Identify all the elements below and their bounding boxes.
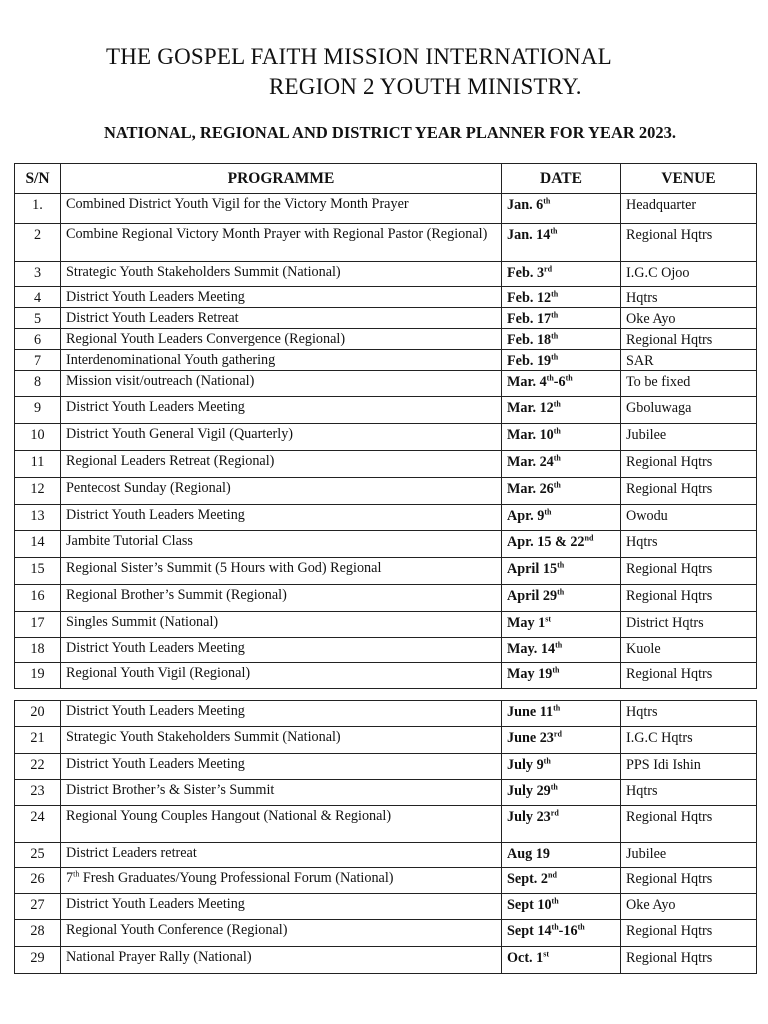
- programme-venue: Oke Ayo: [621, 308, 757, 329]
- programme-name: District Youth Leaders Meeting: [61, 754, 502, 780]
- serial-number: 21: [15, 727, 61, 754]
- programme-name: District Leaders retreat: [61, 843, 502, 868]
- programme-date: Feb. 3rd: [502, 262, 621, 287]
- programme-name: Pentecost Sunday (Regional): [61, 478, 502, 505]
- programme-name: District Youth Leaders Meeting: [61, 287, 502, 308]
- table-row: [15, 262, 757, 287]
- programme-venue: Jubilee: [621, 424, 757, 451]
- serial-number: 26: [15, 868, 61, 894]
- programme-date: June 23rd: [502, 727, 621, 754]
- table-row: [15, 663, 757, 689]
- serial-number: 7: [15, 350, 61, 371]
- programme-venue: Regional Hqtrs: [621, 478, 757, 505]
- serial-number: 8: [15, 371, 61, 397]
- programme-date: Feb. 18th: [502, 329, 621, 350]
- programme-date: June 11th: [502, 701, 621, 727]
- programme-venue: Regional Hqtrs: [621, 806, 757, 843]
- programme-name: District Brother’s & Sister’s Summit: [61, 780, 502, 806]
- programme-venue: Hqtrs: [621, 780, 757, 806]
- programme-venue: Regional Hqtrs: [621, 868, 757, 894]
- programme-name: Strategic Youth Stakeholders Summit (National): [61, 262, 502, 287]
- programme-venue: Regional Hqtrs: [621, 224, 757, 262]
- programme-date: May 19th: [502, 663, 621, 689]
- programme-date: Mar. 24th: [502, 451, 621, 478]
- table-row: [15, 505, 757, 531]
- programme-name: District Youth Leaders Meeting: [61, 894, 502, 920]
- programme-date: Sept. 2nd: [502, 868, 621, 894]
- serial-number: 6: [15, 329, 61, 350]
- programme-date: Mar. 26th: [502, 478, 621, 505]
- table-row: [15, 329, 757, 350]
- programme-venue: Regional Hqtrs: [621, 329, 757, 350]
- programme-name: District Youth Leaders Meeting: [61, 701, 502, 727]
- planner-title: NATIONAL, REGIONAL AND DISTRICT YEAR PLANNER FOR YEAR 2023.: [103, 123, 677, 142]
- programme-venue: PPS Idi Ishin: [621, 754, 757, 780]
- programme-venue: Jubilee: [621, 843, 757, 868]
- table-row: [15, 612, 757, 638]
- programme-name: Jambite Tutorial Class: [61, 531, 502, 558]
- table-row: [15, 780, 757, 806]
- table-row: [15, 451, 757, 478]
- serial-number: 5: [15, 308, 61, 329]
- column-header-date: DATE: [502, 164, 621, 194]
- programme-date: July 23rd: [502, 806, 621, 843]
- serial-number: 23: [15, 780, 61, 806]
- programme-venue: Owodu: [621, 505, 757, 531]
- programme-date: Mar. 12th: [502, 397, 621, 424]
- programme-venue: Regional Hqtrs: [621, 451, 757, 478]
- serial-number: 22: [15, 754, 61, 780]
- programme-venue: Hqtrs: [621, 531, 757, 558]
- column-header-programme: PROGRAMME: [61, 164, 502, 194]
- table-row: [15, 868, 757, 894]
- programme-date: Mar. 4th-6th: [502, 371, 621, 397]
- table-row: [15, 585, 757, 612]
- table-row: [15, 194, 757, 224]
- programme-name: District Youth Leaders Retreat: [61, 308, 502, 329]
- table-row: [15, 287, 757, 308]
- programme-venue: Hqtrs: [621, 701, 757, 727]
- programme-name: Combined District Youth Vigil for the Victory Month Prayer: [61, 194, 502, 224]
- serial-number: 2: [15, 224, 61, 262]
- programme-name: 7th Fresh Graduates/Young Professional Forum (National): [61, 868, 502, 894]
- programme-venue: I.G.C Hqtrs: [621, 727, 757, 754]
- programme-name: District Youth Leaders Meeting: [61, 505, 502, 531]
- programme-venue: Regional Hqtrs: [621, 558, 757, 585]
- programme-name: Mission visit/outreach (National): [61, 371, 502, 397]
- programme-venue: Regional Hqtrs: [621, 947, 757, 974]
- table-row: [15, 638, 757, 663]
- programme-name: Regional Youth Conference (Regional): [61, 920, 502, 947]
- programme-date: Aug 19: [502, 843, 621, 868]
- table-row: [15, 308, 757, 329]
- serial-number: 20: [15, 701, 61, 727]
- programme-date: Jan. 6th: [502, 194, 621, 224]
- serial-number: 25: [15, 843, 61, 868]
- column-header-sn: S/N: [15, 164, 61, 194]
- programme-date: Apr. 15 & 22nd: [502, 531, 621, 558]
- serial-number: 19: [15, 663, 61, 689]
- programme-name: Regional Sister’s Summit (5 Hours with God) Regional: [61, 558, 502, 585]
- serial-number: 24: [15, 806, 61, 843]
- table-row: [15, 224, 757, 262]
- serial-number: 27: [15, 894, 61, 920]
- programme-venue: Regional Hqtrs: [621, 663, 757, 689]
- programme-venue: I.G.C Ojoo: [621, 262, 757, 287]
- serial-number: 13: [15, 505, 61, 531]
- programme-name: Singles Summit (National): [61, 612, 502, 638]
- serial-number: 17: [15, 612, 61, 638]
- programme-date: Oct. 1st: [502, 947, 621, 974]
- programme-date: Mar. 10th: [502, 424, 621, 451]
- programme-venue: Headquarter: [621, 194, 757, 224]
- programme-date: April 29th: [502, 585, 621, 612]
- serial-number: 1.: [15, 194, 61, 224]
- programme-name: Regional Youth Leaders Convergence (Regional): [61, 329, 502, 350]
- programme-venue: District Hqtrs: [621, 612, 757, 638]
- serial-number: 11: [15, 451, 61, 478]
- programme-venue: Kuole: [621, 638, 757, 663]
- table-row: [15, 531, 757, 558]
- programme-venue: Oke Ayo: [621, 894, 757, 920]
- table-row: [15, 397, 757, 424]
- programme-date: May. 14th: [502, 638, 621, 663]
- programme-name: Combine Regional Victory Month Prayer with Regional Pastor (Regional): [61, 224, 502, 262]
- planner-table-part2: [14, 700, 757, 974]
- serial-number: 29: [15, 947, 61, 974]
- serial-number: 3: [15, 262, 61, 287]
- serial-number: 9: [15, 397, 61, 424]
- table-row: [15, 424, 757, 451]
- serial-number: 4: [15, 287, 61, 308]
- programme-date: Sept 14th-16th: [502, 920, 621, 947]
- programme-name: Regional Leaders Retreat (Regional): [61, 451, 502, 478]
- table-row: [15, 947, 757, 974]
- programme-name: Regional Youth Vigil (Regional): [61, 663, 502, 689]
- programme-date: July 9th: [502, 754, 621, 780]
- ministry-name: REGION 2 YOUTH MINISTRY.: [269, 74, 582, 99]
- organization-name: THE GOSPEL FAITH MISSION INTERNATIONAL: [106, 44, 612, 69]
- table-row: [15, 701, 757, 727]
- table-row: [15, 727, 757, 754]
- programme-venue: Regional Hqtrs: [621, 920, 757, 947]
- programme-name: Regional Young Couples Hangout (National & Regional): [61, 806, 502, 843]
- table-row: [15, 920, 757, 947]
- programme-venue: Gboluwaga: [621, 397, 757, 424]
- programme-name: District Youth General Vigil (Quarterly): [61, 424, 502, 451]
- table-row: [15, 843, 757, 868]
- programme-name: District Youth Leaders Meeting: [61, 397, 502, 424]
- column-header-venue: VENUE: [621, 164, 757, 194]
- table-row: [15, 754, 757, 780]
- serial-number: 15: [15, 558, 61, 585]
- serial-number: 18: [15, 638, 61, 663]
- programme-date: April 15th: [502, 558, 621, 585]
- serial-number: 14: [15, 531, 61, 558]
- programme-date: Feb. 19th: [502, 350, 621, 371]
- table-row: [15, 558, 757, 585]
- programme-date: July 29th: [502, 780, 621, 806]
- programme-name: Interdenominational Youth gathering: [61, 350, 502, 371]
- programme-venue: Regional Hqtrs: [621, 585, 757, 612]
- programme-date: Apr. 9th: [502, 505, 621, 531]
- programme-venue: To be fixed: [621, 371, 757, 397]
- table-row: [15, 371, 757, 397]
- programme-date: May 1st: [502, 612, 621, 638]
- serial-number: 12: [15, 478, 61, 505]
- serial-number: 10: [15, 424, 61, 451]
- table-row: [15, 350, 757, 371]
- programme-name: Strategic Youth Stakeholders Summit (National): [61, 727, 502, 754]
- table-row: [15, 478, 757, 505]
- serial-number: 16: [15, 585, 61, 612]
- planner-table-part1: [14, 163, 757, 689]
- programme-name: Regional Brother’s Summit (Regional): [61, 585, 502, 612]
- programme-date: Feb. 12th: [502, 287, 621, 308]
- programme-name: District Youth Leaders Meeting: [61, 638, 502, 663]
- programme-date: Sept 10th: [502, 894, 621, 920]
- table-row: [15, 806, 757, 843]
- serial-number: 28: [15, 920, 61, 947]
- programme-date: Feb. 17th: [502, 308, 621, 329]
- programme-venue: SAR: [621, 350, 757, 371]
- table-row: [15, 894, 757, 920]
- programme-name: National Prayer Rally (National): [61, 947, 502, 974]
- programme-date: Jan. 14th: [502, 224, 621, 262]
- programme-venue: Hqtrs: [621, 287, 757, 308]
